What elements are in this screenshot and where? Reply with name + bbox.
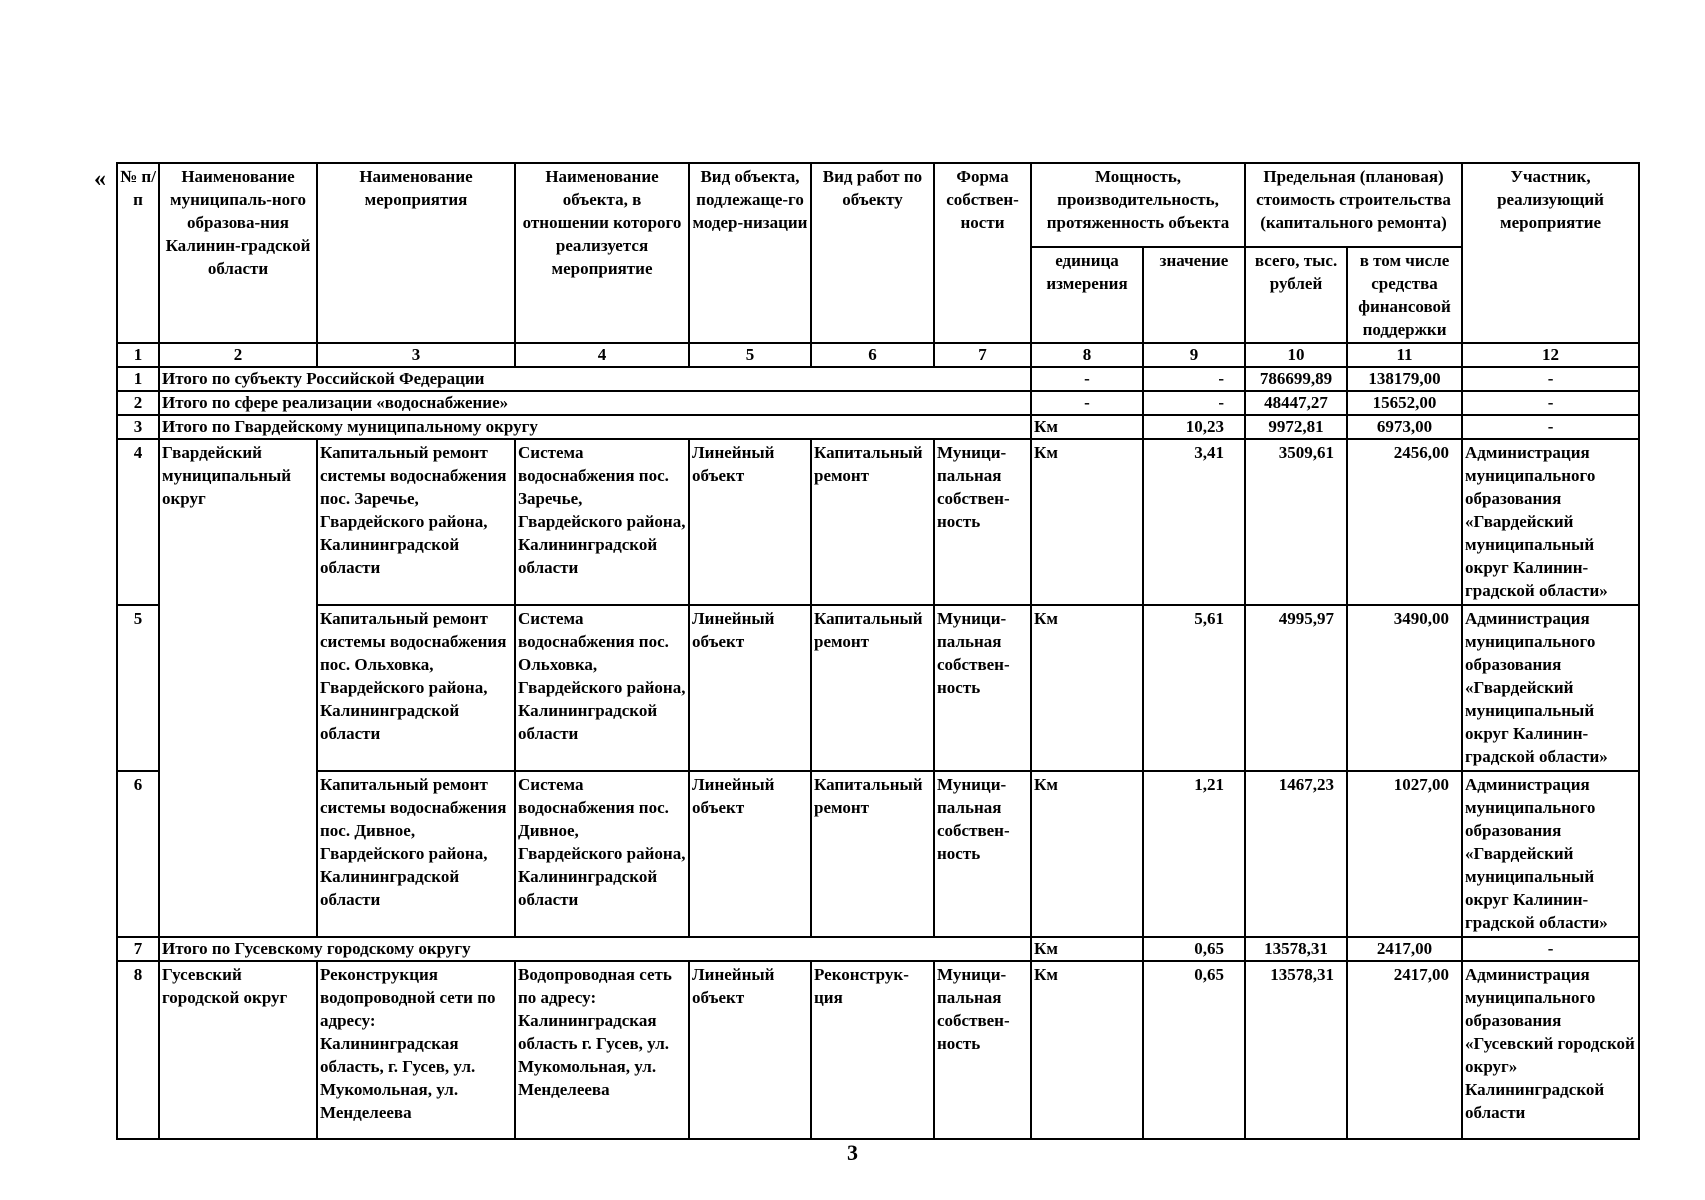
object-row-divnoe — [117, 771, 1639, 937]
column-number: 10 — [1245, 343, 1347, 367]
row-number: 5 — [117, 605, 159, 771]
unit-cell: Км — [1031, 961, 1143, 1139]
header-work-type: Вид работ по объекту — [811, 163, 934, 343]
row-number: 2 — [117, 391, 159, 415]
value-cell: 10,23 — [1143, 415, 1245, 439]
object-type-cell: Линейный объект — [689, 961, 811, 1139]
object-type-cell: Линейный объект — [689, 605, 811, 771]
event-cell: Реконструкция водопроводной сети по адресу: Калининградская область, г. Гусев, ул. Мукомольная, ул. Менделеева — [317, 961, 515, 1139]
participant-cell: Администрация муниципального образования «Гвардейский муниципальный округ Калинин-градской области» — [1462, 605, 1639, 771]
column-number: 6 — [811, 343, 934, 367]
participant-cell: - — [1462, 415, 1639, 439]
column-number: 1 — [117, 343, 159, 367]
unit-cell: Км — [1031, 605, 1143, 771]
total-row-region — [117, 367, 1639, 391]
event-cell: Капитальный ремонт системы водоснабжения пос. Дивное, Гвардейского района, Калининградской области — [317, 771, 515, 937]
event-cell: Капитальный ремонт системы водоснабжения пос. Ольховка, Гвардейского района, Калининградской области — [317, 605, 515, 771]
header-row-1 — [117, 163, 1639, 247]
cost-support-cell: 2456,00 — [1347, 439, 1462, 605]
unit-cell: - — [1031, 367, 1143, 391]
participant-cell: Администрация муниципального образования «Гусевский городской округ» Калининградской области — [1462, 961, 1639, 1139]
object-type-cell: Линейный объект — [689, 771, 811, 937]
row-number: 1 — [117, 367, 159, 391]
value-cell: - — [1143, 367, 1245, 391]
column-number: 5 — [689, 343, 811, 367]
row-number: 6 — [117, 771, 159, 937]
work-type-cell: Капитальный ремонт — [811, 771, 934, 937]
row-number: 7 — [117, 937, 159, 961]
cost-support-cell: 1027,00 — [1347, 771, 1462, 937]
opening-quote-mark: « — [94, 166, 106, 192]
cost-total-cell: 13578,31 — [1245, 961, 1347, 1139]
cost-support-cell: 138179,00 — [1347, 367, 1462, 391]
total-label: Итого по Гусевскому городскому округу — [159, 937, 1031, 961]
header-event: Наименование мероприятия — [317, 163, 515, 343]
header-cost-total: всего, тыс. рублей — [1245, 247, 1347, 343]
object-row-zarechye — [117, 439, 1639, 605]
header-cost-support: в том числе средства финансовой поддержки — [1347, 247, 1462, 343]
row-number: 3 — [117, 415, 159, 439]
event-cell: Капитальный ремонт системы водоснабжения пос. Заречье, Гвардейского района, Калининградской области — [317, 439, 515, 605]
total-label: Итого по сфере реализации «водоснабжение» — [159, 391, 1031, 415]
investment-program-table — [116, 162, 1640, 1140]
work-type-cell: Капитальный ремонт — [811, 605, 934, 771]
value-cell: 0,65 — [1143, 937, 1245, 961]
column-number: 4 — [515, 343, 689, 367]
column-number: 3 — [317, 343, 515, 367]
cost-total-cell: 13578,31 — [1245, 937, 1347, 961]
work-type-cell: Капитальный ремонт — [811, 439, 934, 605]
column-number: 11 — [1347, 343, 1462, 367]
total-row-gusev — [117, 937, 1639, 961]
value-cell: 1,21 — [1143, 771, 1245, 937]
unit-cell: Км — [1031, 937, 1143, 961]
object-cell: Система водоснабжения пос. Дивное, Гвардейского района, Калининградской области — [515, 771, 689, 937]
total-row-water-supply — [117, 391, 1639, 415]
row-number: 8 — [117, 961, 159, 1139]
total-label: Итого по субъекту Российской Федерации — [159, 367, 1031, 391]
participant-cell: Администрация муниципального образования «Гвардейский муниципальный округ Калинин-градской области» — [1462, 771, 1639, 937]
total-row-gvardeysky — [117, 415, 1639, 439]
object-row-gusev — [117, 961, 1639, 1139]
header-object-type: Вид объекта, подлежаще-го модер-низации — [689, 163, 811, 343]
column-number-row — [117, 343, 1639, 367]
cost-total-cell: 4995,97 — [1245, 605, 1347, 771]
value-cell: - — [1143, 391, 1245, 415]
participant-cell: Администрация муниципального образования «Гвардейский муниципальный округ Калинин-градской области» — [1462, 439, 1639, 605]
unit-cell: Км — [1031, 439, 1143, 605]
cost-support-cell: 15652,00 — [1347, 391, 1462, 415]
ownership-cell: Муници-пальная собствен-ность — [934, 771, 1031, 937]
column-number: 2 — [159, 343, 317, 367]
cost-total-cell: 786699,89 — [1245, 367, 1347, 391]
object-row-olkhovka — [117, 605, 1639, 771]
object-cell: Система водоснабжения пос. Ольховка, Гвардейского района, Калининградской области — [515, 605, 689, 771]
work-type-cell: Реконструк-ция — [811, 961, 934, 1139]
unit-cell: - — [1031, 391, 1143, 415]
value-cell: 5,61 — [1143, 605, 1245, 771]
header-number: № п/п — [117, 163, 159, 343]
participant-cell: - — [1462, 391, 1639, 415]
row-number: 4 — [117, 439, 159, 605]
unit-cell: Км — [1031, 415, 1143, 439]
column-number: 12 — [1462, 343, 1639, 367]
header-municipality: Наименование муниципаль-ного образова-ния Калинин-градской области — [159, 163, 317, 343]
value-cell: 3,41 — [1143, 439, 1245, 605]
unit-cell: Км — [1031, 771, 1143, 937]
column-number: 7 — [934, 343, 1031, 367]
ownership-cell: Муници-пальная собствен-ность — [934, 605, 1031, 771]
header-capacity-group: Мощность, производительность, протяженность объекта — [1031, 163, 1245, 247]
cost-support-cell: 2417,00 — [1347, 937, 1462, 961]
column-number: 8 — [1031, 343, 1143, 367]
header-unit: единица измерения — [1031, 247, 1143, 343]
object-type-cell: Линейный объект — [689, 439, 811, 605]
cost-total-cell: 9972,81 — [1245, 415, 1347, 439]
municipality-cell: Гусевский городской округ — [159, 961, 317, 1139]
municipality-cell: Гвардейский муниципальный округ — [159, 439, 317, 937]
header-value: значение — [1143, 247, 1245, 343]
cost-support-cell: 3490,00 — [1347, 605, 1462, 771]
total-label: Итого по Гвардейскому муниципальному округу — [159, 415, 1031, 439]
ownership-cell: Муници-пальная собствен-ность — [934, 961, 1031, 1139]
object-cell: Водопроводная сеть по адресу: Калининградская область г. Гусев, ул. Мукомольная, ул. Менделеева — [515, 961, 689, 1139]
cost-support-cell: 6973,00 — [1347, 415, 1462, 439]
page-number: 3 — [847, 1140, 858, 1165]
header-ownership: Форма собствен-ности — [934, 163, 1031, 343]
cost-total-cell: 1467,23 — [1245, 771, 1347, 937]
participant-cell: - — [1462, 367, 1639, 391]
participant-cell: - — [1462, 937, 1639, 961]
column-number: 9 — [1143, 343, 1245, 367]
header-cost-group: Предельная (плановая) стоимость строительства (капитального ремонта) — [1245, 163, 1462, 247]
ownership-cell: Муници-пальная собствен-ность — [934, 439, 1031, 605]
header-object: Наименование объекта, в отношении которого реализуется мероприятие — [515, 163, 689, 343]
object-cell: Система водоснабжения пос. Заречье, Гвардейского района, Калининградской области — [515, 439, 689, 605]
header-participant: Участник, реализующий мероприятие — [1462, 163, 1639, 343]
cost-total-cell: 3509,61 — [1245, 439, 1347, 605]
value-cell: 0,65 — [1143, 961, 1245, 1139]
cost-support-cell: 2417,00 — [1347, 961, 1462, 1139]
cost-total-cell: 48447,27 — [1245, 391, 1347, 415]
